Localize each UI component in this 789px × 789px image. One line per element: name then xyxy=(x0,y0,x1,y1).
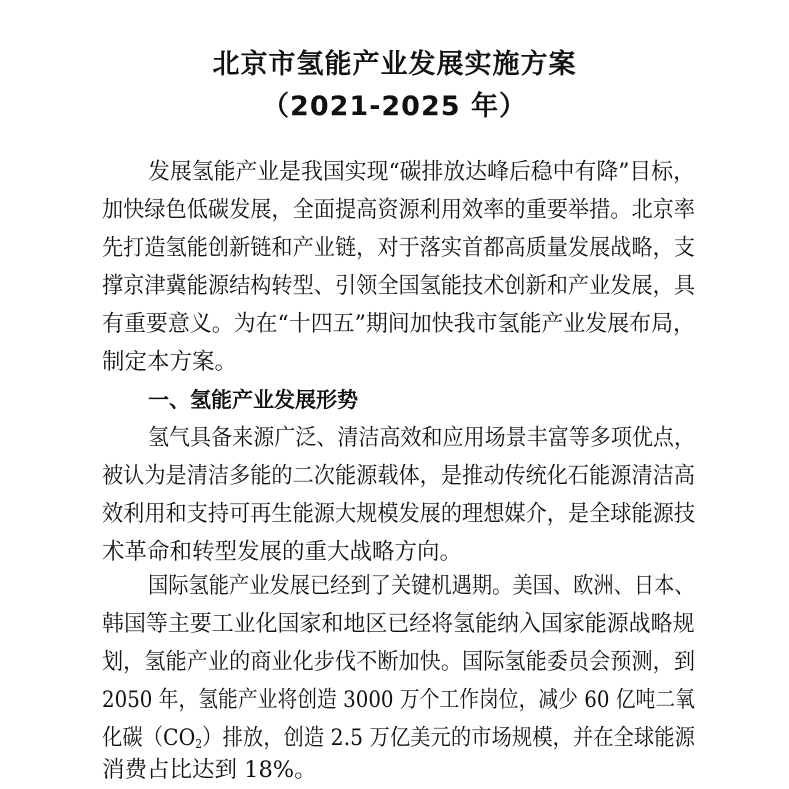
co2-subscript: 2 xyxy=(195,737,203,751)
document-subtitle: （2021-2025 年） xyxy=(262,91,527,122)
paragraph-line: 划，氢能产业的商业化步伐不断加快。国际氢能委员会预测，到 xyxy=(102,649,696,675)
section-heading: 一、氢能产业发展形势 xyxy=(148,388,358,412)
text-segment: 化碳（CO xyxy=(102,725,196,751)
paragraph-line: 被认为是清洁多能的二次能源载体，是推动传统化石能源清洁高 xyxy=(102,463,696,489)
paragraph-line: 术革命和转型发展的重大战略方向。 xyxy=(102,539,463,565)
text-segment: ）排放，创造 2.5 万亿美元的市场规模，并在全球能源 xyxy=(202,725,695,751)
paragraph-line: 有重要意义。为在“十四五”期间加快我市氢能产业发展布局， xyxy=(102,311,696,337)
paragraph-line-co2 xyxy=(102,723,695,759)
paragraph-line: 2050 年，氢能产业将创造 3000 万个工作岗位，减少 60 亿吨二氧 xyxy=(102,687,695,713)
paragraph-line: 韩国等主要工业化国家和地区已经将氢能纳入国家能源战略规 xyxy=(102,611,695,637)
paragraph-line: 国际氢能产业发展已经到了关键机遇期。美国、欧洲、日本、 xyxy=(148,573,695,599)
paragraph-line: 效利用和支持可再生能源大规模发展的理想媒介，是全球能源技 xyxy=(102,501,696,527)
paragraph-line: 制定本方案。 xyxy=(102,349,238,375)
document-title: 北京市氢能产业发展实施方案 xyxy=(212,49,577,80)
paragraph-line: 加快绿色低碳发展，全面提高资源利用效率的重要举措。北京率 xyxy=(102,197,696,223)
paragraph-line: 消费占比达到 18%。 xyxy=(102,757,317,783)
paragraph-line: 发展氢能产业是我国实现“碳排放达峰后稳中有降”目标， xyxy=(148,159,696,185)
paragraph-line: 先打造氢能创新链和产业链，对于落实首都高质量发展战略，支 xyxy=(102,235,696,261)
paragraph-line: 氢气具备来源广泛、清洁高效和应用场景丰富等多项优点， xyxy=(148,425,696,451)
paragraph-line: 撑京津冀能源结构转型、引领全国氢能技术创新和产业发展，具 xyxy=(102,273,696,299)
